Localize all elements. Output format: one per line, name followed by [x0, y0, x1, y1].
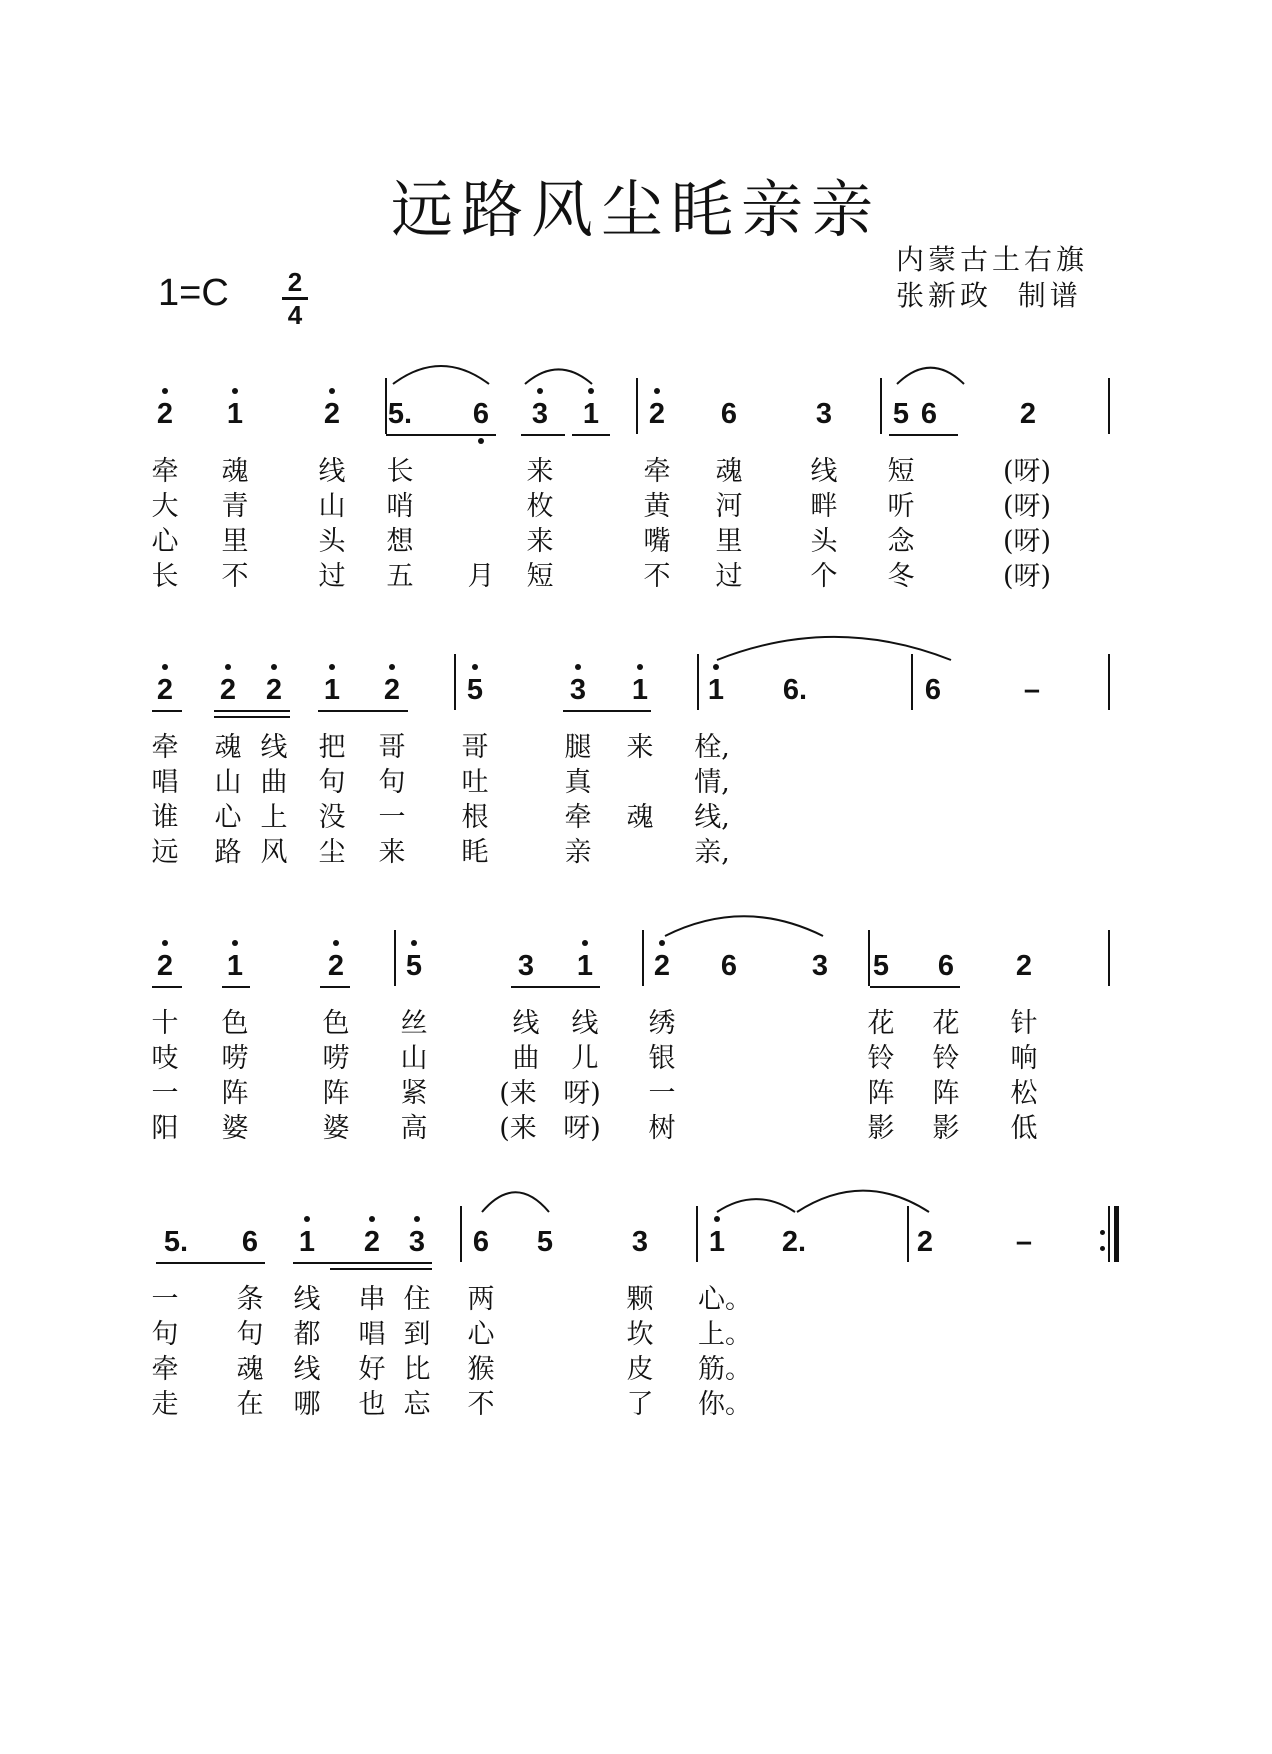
lyric-syllable: 个	[810, 561, 838, 592]
octave-dot-high	[232, 940, 238, 946]
octave-dot-high	[369, 1216, 375, 1222]
note: 2	[219, 674, 237, 706]
lyric-syllable: 眊	[461, 837, 489, 868]
slur	[716, 1196, 796, 1214]
lyric-syllable: 来	[526, 526, 554, 557]
lyric-syllable: 丝	[400, 1008, 428, 1039]
note: 5	[892, 398, 910, 430]
lyric-syllable: 两	[467, 1284, 495, 1315]
bar-line	[642, 930, 644, 986]
time-signature-bottom: 4	[287, 300, 303, 330]
underline-beam	[318, 710, 408, 712]
lyric-syllable: 来	[626, 732, 654, 763]
slur	[796, 1186, 930, 1214]
lyric-syllable: 线	[318, 456, 346, 487]
octave-dot-high	[582, 940, 588, 946]
underline-beam	[889, 434, 958, 436]
origin-credit: 内蒙古土右旗	[896, 243, 1089, 276]
lyric-syllable: 山	[400, 1043, 428, 1074]
underline-beam	[386, 434, 496, 436]
underline-beam	[320, 986, 350, 988]
lyric-syllable: (呀)	[1003, 561, 1052, 592]
lyric-syllable: 尘	[318, 837, 346, 868]
end-bar-line	[1108, 378, 1110, 434]
lyric-syllable: 山	[214, 767, 242, 798]
lyric-syllable: 上	[260, 802, 288, 833]
note: 2	[363, 1226, 381, 1258]
lyric-syllable: 呀)	[563, 1113, 601, 1144]
lyric-syllable: 颗	[626, 1284, 654, 1315]
lyric-syllable: 长	[151, 561, 179, 592]
lyric-syllable: 影	[932, 1113, 960, 1144]
note: 6	[920, 398, 938, 430]
note: 2	[156, 398, 174, 430]
lyric-syllable: 响	[1010, 1043, 1038, 1074]
lyric-syllable: 线,	[694, 802, 730, 833]
lyric-syllable: 根	[461, 802, 489, 833]
lyric-syllable: 路	[214, 837, 242, 868]
lyric-syllable: 也	[358, 1389, 386, 1420]
lyric-syllable: 哥	[378, 732, 406, 763]
lyric-syllable: 青	[221, 491, 249, 522]
lyric-syllable: 情,	[694, 767, 730, 798]
note: 1	[707, 674, 725, 706]
lyric-syllable: 魂	[236, 1354, 264, 1385]
underline-beam	[572, 434, 610, 436]
note: 5	[536, 1226, 554, 1258]
lyric-syllable: 线	[260, 732, 288, 763]
lyric-syllable: 铃	[867, 1043, 895, 1074]
lyric-syllable: 绣	[648, 1008, 676, 1039]
lyric-syllable: 牵	[151, 732, 179, 763]
time-signature-top: 2	[287, 267, 303, 297]
note: 5	[466, 674, 484, 706]
lyric-syllable: 住	[403, 1284, 431, 1315]
lyric-syllable: 哨	[386, 491, 414, 522]
underline-beam	[330, 1268, 432, 1270]
note: 1	[226, 398, 244, 430]
note: 6	[472, 1226, 490, 1258]
octave-dot-high	[389, 664, 395, 670]
lyric-syllable: 一	[378, 802, 406, 833]
lyric-syllable: 不	[643, 561, 671, 592]
repeat-dot	[1100, 1230, 1105, 1235]
lyric-syllable: 都	[293, 1319, 321, 1350]
lyric-syllable: 忘	[403, 1389, 431, 1420]
bar-line	[460, 1206, 462, 1262]
note: 1	[226, 950, 244, 982]
lyric-syllable: 亲	[564, 837, 592, 868]
slur	[481, 1188, 550, 1214]
underline-beam	[214, 710, 290, 712]
lyric-syllable: 吐	[461, 767, 489, 798]
lyric-syllable: 长	[386, 456, 414, 487]
lyric-syllable: 心	[151, 526, 179, 557]
lyric-syllable: 牵	[564, 802, 592, 833]
lyric-syllable: (来	[499, 1078, 537, 1109]
lyric-syllable: 婆	[322, 1113, 350, 1144]
bar-line	[385, 378, 387, 434]
lyric-syllable: 腿	[564, 732, 592, 763]
lyric-syllable: 阵	[867, 1078, 895, 1109]
lyric-syllable: 山	[318, 491, 346, 522]
lyric-syllable: 针	[1010, 1008, 1038, 1039]
note: 1	[708, 1226, 726, 1258]
note: 1	[576, 950, 594, 982]
underline-beam	[156, 1262, 265, 1264]
lyric-syllable: 线	[293, 1354, 321, 1385]
bar-line	[911, 654, 913, 710]
lyric-syllable: 句	[151, 1319, 179, 1350]
repeat-dot	[1100, 1246, 1105, 1251]
lyric-syllable: 了	[626, 1389, 654, 1420]
lyric-syllable: (呀)	[1003, 456, 1052, 487]
note: 5.	[163, 1226, 189, 1258]
lyric-syllable: 走	[151, 1389, 179, 1420]
lyric-syllable: 线	[810, 456, 838, 487]
lyric-syllable: (呀)	[1003, 526, 1052, 557]
lyric-syllable: 线	[512, 1008, 540, 1039]
lyric-syllable: 阵	[221, 1078, 249, 1109]
underline-beam	[152, 986, 182, 988]
lyric-syllable: 心。	[698, 1284, 752, 1315]
note: 2	[1015, 950, 1033, 982]
underline-beam	[563, 710, 651, 712]
lyric-syllable: 真	[564, 767, 592, 798]
underline-beam	[330, 1262, 432, 1264]
lyric-syllable: 皮	[626, 1354, 654, 1385]
lyric-syllable: 嘴	[643, 526, 671, 557]
lyric-syllable: 魂	[715, 456, 743, 487]
note: 6	[472, 398, 490, 430]
note: 6	[924, 674, 942, 706]
octave-dot-high	[304, 1216, 310, 1222]
lyric-syllable: 句	[318, 767, 346, 798]
lyric-syllable: 大	[151, 491, 179, 522]
lyric-syllable: 松	[1010, 1078, 1038, 1109]
lyric-syllable: 哪	[293, 1389, 321, 1420]
lyric-syllable: 不	[221, 561, 249, 592]
note: 3	[408, 1226, 426, 1258]
lyric-syllable: 冬	[887, 561, 915, 592]
lyric-syllable: 唠	[221, 1043, 249, 1074]
underline-beam	[511, 986, 600, 988]
lyric-syllable: 月	[467, 561, 495, 592]
lyric-syllable: 树	[648, 1113, 676, 1144]
bar-line	[697, 654, 699, 710]
lyric-syllable: 牵	[643, 456, 671, 487]
lyric-syllable: 坎	[626, 1319, 654, 1350]
note: 3	[531, 398, 549, 430]
bar-line	[394, 930, 396, 986]
note: 6	[937, 950, 955, 982]
lyric-syllable: 影	[867, 1113, 895, 1144]
lyric-syllable: 想	[386, 526, 414, 557]
lyric-syllable: 你。	[698, 1389, 752, 1420]
lyric-syllable: 来	[526, 456, 554, 487]
octave-dot-high	[414, 1216, 420, 1222]
lyric-syllable: (呀)	[1003, 491, 1052, 522]
lyric-syllable: 把	[318, 732, 346, 763]
note: 2	[653, 950, 671, 982]
lyric-syllable: 一	[648, 1078, 676, 1109]
key-signature: 1=C	[158, 272, 229, 314]
slur	[716, 632, 952, 662]
note: 5	[872, 950, 890, 982]
lyric-syllable: 短	[526, 561, 554, 592]
lyric-syllable: 不	[467, 1389, 495, 1420]
note: 6	[241, 1226, 259, 1258]
final-barline-thin	[1108, 1206, 1110, 1262]
lyric-syllable: 阵	[932, 1078, 960, 1109]
lyric-syllable: 到	[403, 1319, 431, 1350]
octave-dot-high	[329, 664, 335, 670]
octave-dot-high	[713, 664, 719, 670]
lyric-syllable: 曲	[512, 1043, 540, 1074]
octave-dot-high	[329, 388, 335, 394]
lyric-syllable: 里	[715, 526, 743, 557]
octave-dot-high	[162, 940, 168, 946]
lyric-syllable: 婆	[221, 1113, 249, 1144]
lyric-syllable: 念	[887, 526, 915, 557]
lyric-syllable: 吱	[151, 1043, 179, 1074]
lyric-syllable: 河	[715, 491, 743, 522]
lyric-syllable: 阳	[151, 1113, 179, 1144]
slur	[664, 912, 824, 938]
lyric-syllable: 唱	[358, 1319, 386, 1350]
note: 3	[569, 674, 587, 706]
lyric-syllable: 筋。	[698, 1354, 752, 1385]
lyric-syllable: 串	[358, 1284, 386, 1315]
lyric-syllable: 头	[810, 526, 838, 557]
underline-beam	[152, 710, 182, 712]
lyric-syllable: 十	[151, 1008, 179, 1039]
lyric-syllable: 听	[887, 491, 915, 522]
note: 2	[156, 950, 174, 982]
note: 2	[916, 1226, 934, 1258]
lyric-syllable: 比	[403, 1354, 431, 1385]
lyric-syllable: 花	[932, 1008, 960, 1039]
arranger-credit: 张新政 制谱	[896, 279, 1082, 312]
lyric-syllable: 铃	[932, 1043, 960, 1074]
underline-beam	[870, 986, 960, 988]
bar-line	[868, 930, 870, 986]
lyric-syllable: 线	[571, 1008, 599, 1039]
lyric-syllable: 色	[221, 1008, 249, 1039]
note: 3	[815, 398, 833, 430]
time-signature	[282, 268, 308, 329]
final-barline-thick	[1114, 1206, 1119, 1262]
slur	[896, 364, 965, 386]
lyric-syllable: 银	[648, 1043, 676, 1074]
note: 1	[631, 674, 649, 706]
lyric-syllable: 呀)	[563, 1078, 601, 1109]
note: 5	[405, 950, 423, 982]
note: 3	[631, 1226, 649, 1258]
underline-beam	[222, 986, 250, 988]
lyric-syllable: 魂	[626, 802, 654, 833]
lyric-syllable: (来	[499, 1113, 537, 1144]
note: 3	[517, 950, 535, 982]
note: 2.	[781, 1226, 807, 1258]
lyric-syllable: 儿	[571, 1043, 599, 1074]
bar-line	[907, 1206, 909, 1262]
lyric-syllable: 畔	[810, 491, 838, 522]
octave-dot-high	[537, 388, 543, 394]
note: 6	[720, 950, 738, 982]
note: 2	[648, 398, 666, 430]
note: –	[1023, 674, 1041, 706]
lyric-syllable: 低	[1010, 1113, 1038, 1144]
lyric-syllable: 一	[151, 1078, 179, 1109]
lyric-syllable: 过	[318, 561, 346, 592]
octave-dot-high	[588, 388, 594, 394]
note: 2	[327, 950, 345, 982]
lyric-syllable: 亲,	[694, 837, 730, 868]
underline-beam	[214, 716, 290, 718]
lyric-syllable: 牵	[151, 456, 179, 487]
lyric-syllable: 一	[151, 1284, 179, 1315]
octave-dot-high	[472, 664, 478, 670]
note: 2	[383, 674, 401, 706]
lyric-syllable: 谁	[151, 802, 179, 833]
bar-line	[696, 1206, 698, 1262]
lyric-syllable: 句	[236, 1319, 264, 1350]
note: 2	[323, 398, 341, 430]
note: 1	[298, 1226, 316, 1258]
octave-dot-high	[162, 388, 168, 394]
note: 1	[323, 674, 341, 706]
lyric-syllable: 牵	[151, 1354, 179, 1385]
bar-line	[636, 378, 638, 434]
lyric-syllable: 短	[887, 456, 915, 487]
lyric-syllable: 头	[318, 526, 346, 557]
lyric-syllable: 魂	[214, 732, 242, 763]
lyric-syllable: 色	[322, 1008, 350, 1039]
slur	[392, 362, 490, 386]
lyric-syllable: 唱	[151, 767, 179, 798]
lyric-syllable: 心	[467, 1319, 495, 1350]
lyric-syllable: 来	[378, 837, 406, 868]
octave-dot-high	[411, 940, 417, 946]
lyric-syllable: 句	[378, 767, 406, 798]
octave-dot-high	[271, 664, 277, 670]
octave-dot-high	[225, 664, 231, 670]
lyric-syllable: 远	[151, 837, 179, 868]
lyric-syllable: 唠	[322, 1043, 350, 1074]
lyric-syllable: 风	[260, 837, 288, 868]
lyric-syllable: 黄	[643, 491, 671, 522]
underline-beam	[521, 434, 565, 436]
octave-dot-high	[654, 388, 660, 394]
lyric-syllable: 上。	[698, 1319, 752, 1350]
lyric-syllable: 花	[867, 1008, 895, 1039]
lyric-syllable: 哥	[461, 732, 489, 763]
end-bar-line	[1108, 654, 1110, 710]
octave-dot-high	[232, 388, 238, 394]
lyric-syllable: 栓,	[694, 732, 730, 763]
lyric-syllable: 猴	[467, 1354, 495, 1385]
song-title: 远路风尘眊亲亲	[390, 173, 881, 246]
lyric-syllable: 线	[293, 1284, 321, 1315]
lyric-syllable: 在	[236, 1389, 264, 1420]
note: 2	[265, 674, 283, 706]
lyric-syllable: 五	[386, 561, 414, 592]
lyric-syllable: 枚	[526, 491, 554, 522]
note: –	[1015, 1226, 1033, 1258]
note: 2	[156, 674, 174, 706]
octave-dot-high	[333, 940, 339, 946]
lyric-syllable: 没	[318, 802, 346, 833]
lyric-syllable: 魂	[221, 456, 249, 487]
lyric-syllable: 阵	[322, 1078, 350, 1109]
bar-line	[454, 654, 456, 710]
octave-dot-high	[575, 664, 581, 670]
end-bar-line	[1108, 930, 1110, 986]
octave-dot-high	[637, 664, 643, 670]
lyric-syllable: 高	[400, 1113, 428, 1144]
bar-line	[880, 378, 882, 434]
lyric-syllable: 条	[236, 1284, 264, 1315]
lyric-syllable: 好	[358, 1354, 386, 1385]
note: 3	[811, 950, 829, 982]
note: 6	[720, 398, 738, 430]
note: 1	[582, 398, 600, 430]
note: 5.	[387, 398, 413, 430]
note: 2	[1019, 398, 1037, 430]
octave-dot-high	[659, 940, 665, 946]
note: 6.	[782, 674, 808, 706]
lyric-syllable: 里	[221, 526, 249, 557]
lyric-syllable: 过	[715, 561, 743, 592]
slur	[524, 366, 593, 386]
octave-dot-low	[478, 438, 484, 444]
octave-dot-high	[162, 664, 168, 670]
octave-dot-high	[714, 1216, 720, 1222]
lyric-syllable: 心	[214, 802, 242, 833]
lyric-syllable: 紧	[400, 1078, 428, 1109]
lyric-syllable: 曲	[260, 767, 288, 798]
